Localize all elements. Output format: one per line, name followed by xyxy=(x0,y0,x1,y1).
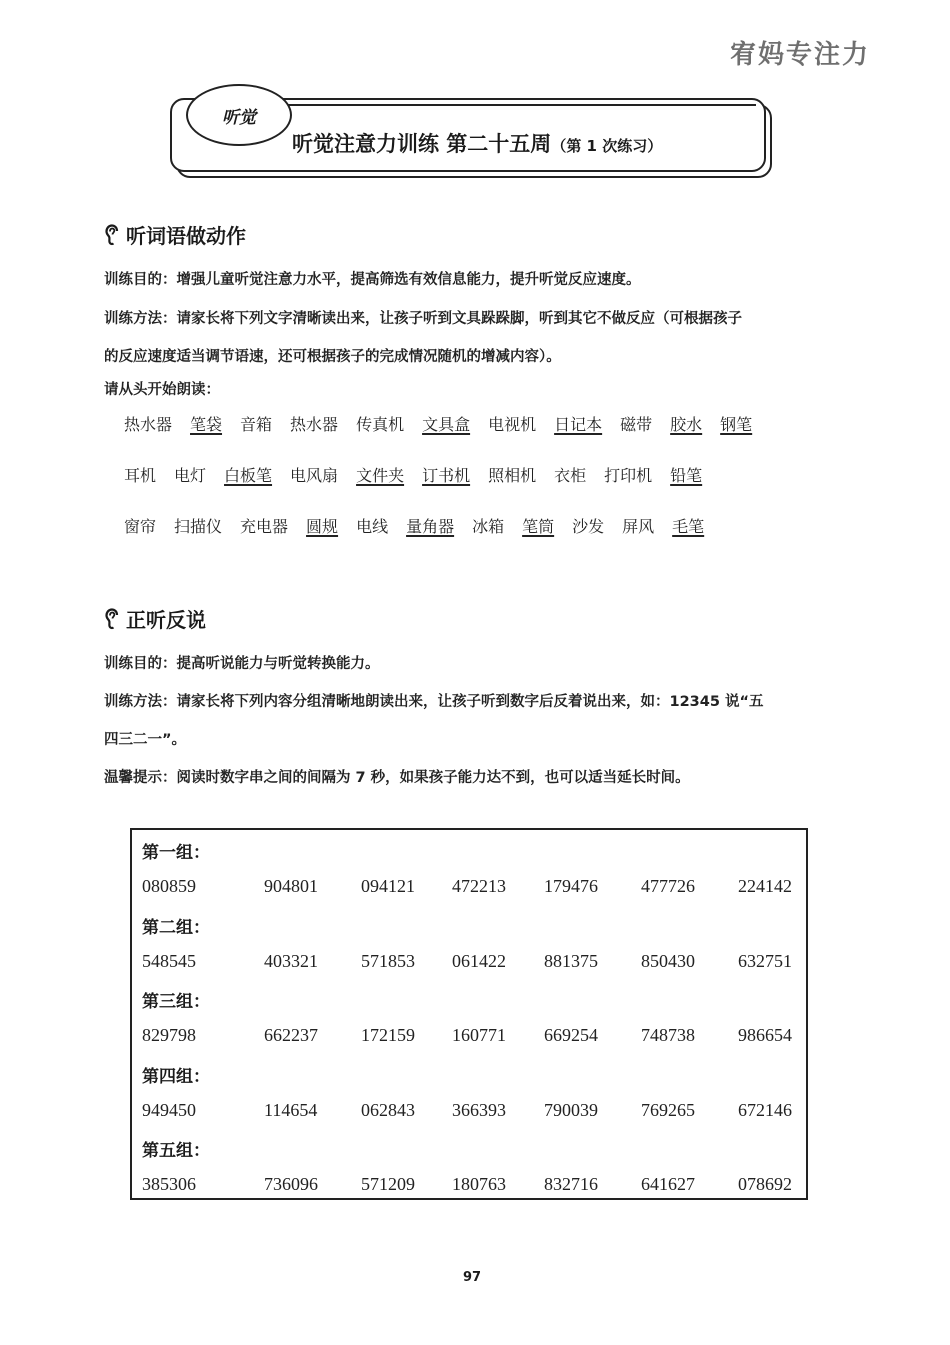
number-cell: 366393 xyxy=(452,1099,506,1120)
word: 窗帘 xyxy=(124,517,157,536)
number-cell: 403321 xyxy=(264,950,318,971)
number-cell: 179476 xyxy=(544,876,598,896)
section2-purpose: 训练目的：提高听说能力与听觉转换能力。 xyxy=(104,656,380,672)
number-cell: 881375 xyxy=(544,950,598,971)
target-word: 量角器 xyxy=(406,517,455,536)
page-title-sub: （第 1 次练习） xyxy=(551,137,663,155)
number-cell: 172159 xyxy=(361,1025,415,1045)
word: 热水器 xyxy=(124,415,173,434)
word: 屏风 xyxy=(622,517,655,536)
number-cell: 224142 xyxy=(738,876,792,896)
number-cell: 641627 xyxy=(641,1174,695,1194)
word-row-2 xyxy=(124,463,720,486)
number-cell: 669254 xyxy=(544,1025,598,1045)
page-title xyxy=(292,128,662,158)
section1-method-line2: 的反应速度适当调节语速，还可根据孩子的完成情况随机的增减内容）。 xyxy=(104,349,561,365)
section2-method-line1: 训练方法：请家长将下列内容分组清晰地朗读出来，让孩子听到数字后反着说出来，如：12345 说“五 xyxy=(104,694,764,710)
number-cell: 180763 xyxy=(452,1174,506,1194)
section2-heading xyxy=(104,604,206,633)
number-row xyxy=(132,1025,806,1047)
word: 打印机 xyxy=(604,466,653,485)
number-cell: 829798 xyxy=(142,1025,196,1045)
target-word: 毛笔 xyxy=(672,517,705,536)
word: 耳机 xyxy=(124,466,157,485)
number-cell: 736096 xyxy=(264,1174,318,1194)
target-word: 文具盒 xyxy=(422,415,471,434)
target-word: 文件夹 xyxy=(356,466,405,485)
target-word: 胶水 xyxy=(670,415,703,434)
word: 音箱 xyxy=(240,415,273,434)
word: 电风扇 xyxy=(290,466,339,485)
word: 扫描仪 xyxy=(174,517,223,536)
number-cell: 790039 xyxy=(544,1099,598,1120)
word: 沙发 xyxy=(572,517,605,536)
word: 电灯 xyxy=(174,466,207,485)
number-cell: 094121 xyxy=(361,876,415,896)
number-cell: 850430 xyxy=(641,950,695,971)
number-row xyxy=(132,1174,806,1196)
section1-purpose: 训练目的：增强儿童听觉注意力水平，提高筛选有效信息能力，提升听觉反应速度。 xyxy=(104,272,641,288)
word-row-3 xyxy=(124,514,722,537)
word: 照相机 xyxy=(488,466,537,485)
group-label: 第二组： xyxy=(142,917,210,938)
number-row xyxy=(132,951,806,973)
word: 衣柜 xyxy=(554,466,587,485)
target-word: 圆规 xyxy=(306,517,339,536)
ear-icon xyxy=(104,608,122,630)
number-cell: 571209 xyxy=(361,1174,415,1194)
ear-icon xyxy=(104,224,122,246)
target-word: 笔筒 xyxy=(522,517,555,536)
section1-heading xyxy=(104,220,246,249)
number-cell: 632751 xyxy=(738,950,792,971)
number-cell: 062843 xyxy=(361,1099,415,1120)
target-word: 白板笔 xyxy=(224,466,273,485)
target-word: 笔袋 xyxy=(190,415,223,434)
number-cell: 477726 xyxy=(641,876,695,896)
number-cell: 672146 xyxy=(738,1099,792,1120)
group-label: 第三组： xyxy=(142,992,210,1012)
number-cell: 160771 xyxy=(452,1025,506,1045)
number-cell: 114654 xyxy=(264,1099,318,1120)
section1-instruction: 请从头开始朗读： xyxy=(104,382,220,398)
section2-title: 正听反说 xyxy=(126,608,206,632)
target-word: 钢笔 xyxy=(720,415,753,434)
number-cell: 385306 xyxy=(142,1174,196,1194)
word: 电线 xyxy=(356,517,389,536)
number-cell: 904801 xyxy=(264,876,318,896)
target-word: 日记本 xyxy=(554,415,603,434)
section2-method-line2: 四三二一”。 xyxy=(104,732,187,748)
word: 传真机 xyxy=(356,415,405,434)
number-cell: 769265 xyxy=(641,1099,695,1120)
section1-title: 听词语做动作 xyxy=(126,224,246,248)
number-cell: 748738 xyxy=(641,1025,695,1045)
group-label: 第一组： xyxy=(142,843,210,863)
number-cell: 571853 xyxy=(361,950,415,971)
number-cell: 949450 xyxy=(142,1099,196,1120)
number-cell: 061422 xyxy=(452,950,506,971)
number-cell: 078692 xyxy=(738,1174,792,1194)
group-label: 第五组： xyxy=(142,1141,210,1161)
word: 磁带 xyxy=(620,415,653,434)
banner-top-rule xyxy=(286,104,756,106)
section2-tip: 温馨提示：阅读时数字串之间的间隔为 7 秒，如果孩子能力达不到，也可以适当延长时间。 xyxy=(104,770,690,786)
number-cell: 548545 xyxy=(142,950,196,971)
number-cell: 472213 xyxy=(452,876,506,896)
section1-method-line1: 训练方法：请家长将下列文字清晰读出来，让孩子听到文具跺跺脚，听到其它不做反应（可根据孩子 xyxy=(104,311,742,327)
word: 充电器 xyxy=(240,517,289,536)
number-row xyxy=(132,1100,806,1122)
number-cell: 080859 xyxy=(142,876,196,896)
target-word: 订书机 xyxy=(422,466,471,485)
word: 热水器 xyxy=(290,415,339,434)
target-word: 铅笔 xyxy=(670,466,703,485)
watermark-brand: 宥妈专注力 xyxy=(729,40,870,70)
group-label: 第四组： xyxy=(142,1066,210,1087)
word: 电视机 xyxy=(488,415,537,434)
number-cell: 986654 xyxy=(738,1025,792,1045)
word: 冰箱 xyxy=(472,517,505,536)
page-title-main: 听觉注意力训练 第二十五周 xyxy=(292,132,552,156)
number-row xyxy=(132,876,806,898)
number-cell: 662237 xyxy=(264,1025,318,1045)
number-cell: 832716 xyxy=(544,1174,598,1194)
banner-tag: 听觉 xyxy=(186,84,292,146)
number-table xyxy=(130,828,808,1200)
word-row-1 xyxy=(124,412,770,435)
page-number: 97 xyxy=(463,1270,482,1285)
